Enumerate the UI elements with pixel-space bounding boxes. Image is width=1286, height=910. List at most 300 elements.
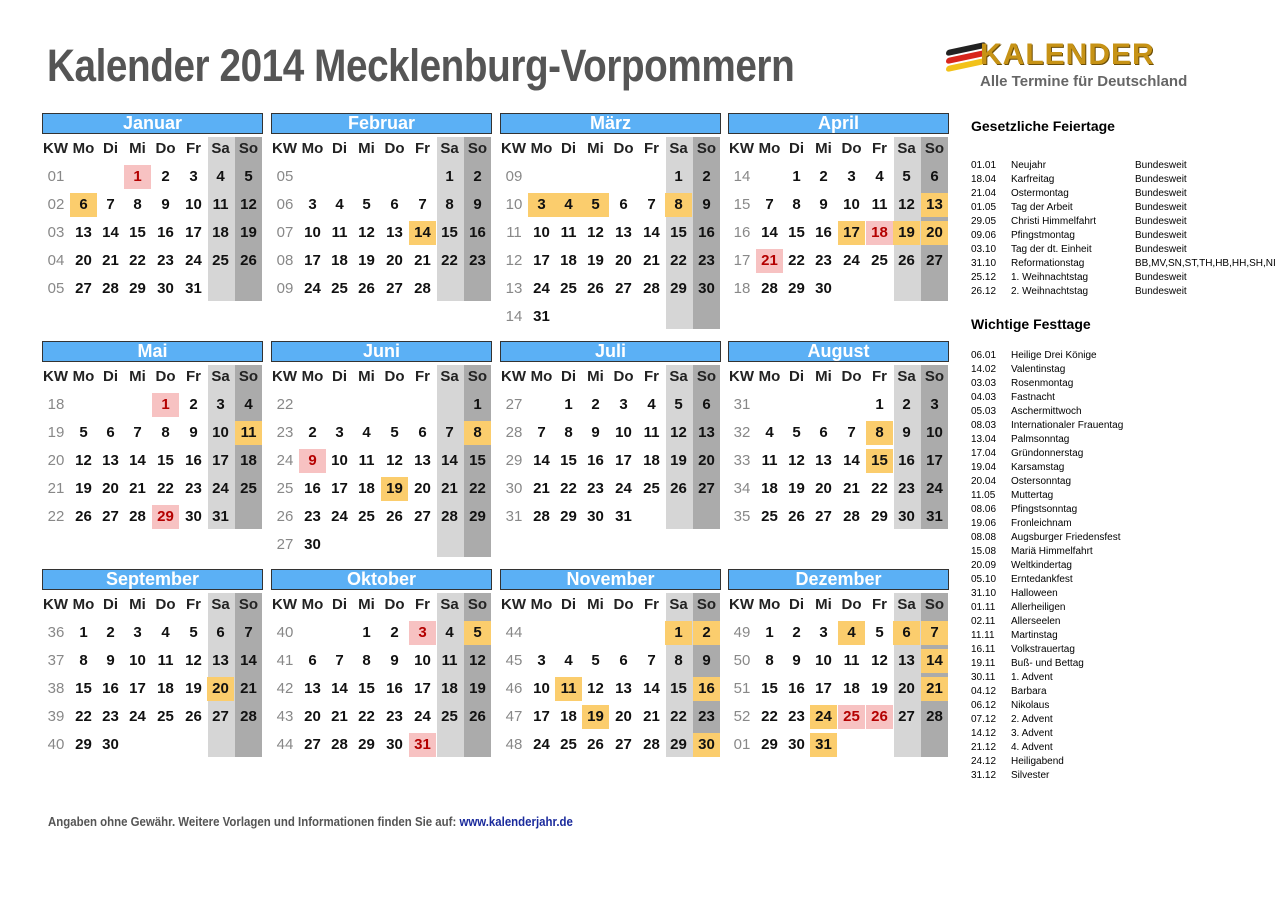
day-cell[interactable]: 14	[129, 452, 146, 469]
day-cell[interactable]: 17	[815, 680, 832, 697]
day-cell[interactable]: 17	[615, 452, 632, 469]
day-cell[interactable]: 8	[445, 196, 454, 213]
day-cell[interactable]: 23	[698, 252, 715, 269]
day-cell[interactable]: 29	[670, 736, 687, 753]
day-cell[interactable]: 30	[587, 508, 604, 525]
day-cell[interactable]: 14	[921, 649, 948, 673]
day-cell[interactable]: 12	[871, 652, 888, 669]
day-cell[interactable]: 18	[761, 480, 778, 497]
day-cell[interactable]: 5	[464, 621, 491, 645]
day-cell[interactable]: 1	[124, 165, 151, 189]
day-cell[interactable]: 20	[898, 680, 915, 697]
day-cell[interactable]: 19	[381, 477, 408, 501]
day-cell[interactable]: 8	[665, 193, 692, 217]
day-cell[interactable]: 29	[129, 280, 146, 297]
day-cell[interactable]: 1	[674, 168, 683, 185]
day-cell[interactable]: 7	[445, 424, 454, 441]
day-cell[interactable]: 28	[643, 280, 660, 297]
day-cell[interactable]: 30	[693, 733, 720, 757]
day-cell[interactable]: 24	[212, 480, 229, 497]
day-cell[interactable]: 14	[441, 452, 458, 469]
day-cell[interactable]: 20	[615, 252, 632, 269]
day-cell[interactable]: 9	[161, 196, 170, 213]
day-cell[interactable]: 24	[414, 708, 431, 725]
day-cell[interactable]: 24	[331, 508, 348, 525]
day-cell[interactable]: 19	[582, 705, 609, 729]
day-cell[interactable]: 7	[133, 424, 142, 441]
day-cell[interactable]: 24	[129, 708, 146, 725]
day-cell[interactable]: 11	[761, 452, 778, 469]
day-cell[interactable]: 22	[157, 480, 174, 497]
day-cell[interactable]: 14	[843, 452, 860, 469]
day-cell[interactable]: 14	[331, 680, 348, 697]
day-cell[interactable]: 28	[129, 508, 146, 525]
day-cell[interactable]: 28	[240, 708, 257, 725]
day-cell[interactable]: 27	[304, 736, 321, 753]
day-cell[interactable]: 29	[871, 508, 888, 525]
day-cell[interactable]: 8	[79, 652, 88, 669]
day-cell[interactable]: 22	[871, 480, 888, 497]
day-cell[interactable]: 20	[304, 708, 321, 725]
day-cell[interactable]: 27	[102, 508, 119, 525]
day-cell[interactable]: 23	[788, 708, 805, 725]
day-cell[interactable]: 2	[591, 396, 600, 413]
day-cell[interactable]: 1	[792, 168, 801, 185]
day-cell[interactable]: 9	[702, 652, 711, 669]
day-cell[interactable]: 9	[189, 424, 198, 441]
day-cell[interactable]: 16	[185, 452, 202, 469]
day-cell[interactable]: 20	[102, 480, 119, 497]
day-cell[interactable]: 26	[469, 708, 486, 725]
day-cell[interactable]: 11	[212, 196, 229, 213]
day-cell[interactable]: 11	[843, 652, 860, 669]
day-cell[interactable]: 19	[670, 452, 687, 469]
day-cell[interactable]: 3	[335, 424, 344, 441]
day-cell[interactable]: 1	[152, 393, 179, 417]
day-cell[interactable]: 23	[157, 252, 174, 269]
day-cell[interactable]: 19	[871, 680, 888, 697]
day-cell[interactable]: 21	[533, 480, 550, 497]
day-cell[interactable]: 26	[185, 708, 202, 725]
day-cell[interactable]: 15	[788, 224, 805, 241]
day-cell[interactable]: 27	[615, 736, 632, 753]
day-cell[interactable]: 29	[560, 508, 577, 525]
day-cell[interactable]: 14	[761, 224, 778, 241]
day-cell[interactable]: 5	[390, 424, 399, 441]
day-cell[interactable]: 10	[533, 680, 550, 697]
day-cell[interactable]: 11	[235, 421, 262, 445]
day-cell[interactable]: 15	[469, 452, 486, 469]
day-cell[interactable]: 22	[670, 252, 687, 269]
day-cell[interactable]: 23	[386, 708, 403, 725]
day-cell[interactable]: 27	[386, 280, 403, 297]
day-cell[interactable]: 10	[304, 224, 321, 241]
day-cell[interactable]: 20	[921, 221, 948, 245]
day-cell[interactable]: 29	[761, 736, 778, 753]
day-cell[interactable]: 29	[75, 736, 92, 753]
day-cell[interactable]: 3	[189, 168, 198, 185]
day-cell[interactable]: 15	[866, 449, 893, 473]
day-cell[interactable]: 9	[390, 652, 399, 669]
day-cell[interactable]: 10	[331, 452, 348, 469]
day-cell[interactable]: 18	[240, 452, 257, 469]
day-cell[interactable]: 28	[761, 280, 778, 297]
day-cell[interactable]: 17	[304, 252, 321, 269]
day-cell[interactable]: 22	[441, 252, 458, 269]
day-cell[interactable]: 9	[106, 652, 115, 669]
day-cell[interactable]: 28	[441, 508, 458, 525]
day-cell[interactable]: 8	[161, 424, 170, 441]
day-cell[interactable]: 3	[216, 396, 225, 413]
day-cell[interactable]: 21	[414, 252, 431, 269]
day-cell[interactable]: 22	[358, 708, 375, 725]
day-cell[interactable]: 10	[815, 652, 832, 669]
day-cell[interactable]: 5	[591, 652, 600, 669]
day-cell[interactable]: 17	[838, 221, 865, 245]
day-cell[interactable]: 15	[560, 452, 577, 469]
day-cell[interactable]: 30	[898, 508, 915, 525]
day-cell[interactable]: 3	[537, 652, 546, 669]
day-cell[interactable]: 12	[75, 452, 92, 469]
day-cell[interactable]: 18	[643, 452, 660, 469]
day-cell[interactable]: 16	[386, 680, 403, 697]
day-cell[interactable]: 6	[390, 196, 399, 213]
day-cell[interactable]: 30	[815, 280, 832, 297]
day-cell[interactable]: 24	[615, 480, 632, 497]
day-cell[interactable]: 2	[308, 424, 317, 441]
day-cell[interactable]: 20	[75, 252, 92, 269]
day-cell[interactable]: 20	[386, 252, 403, 269]
day-cell[interactable]: 25	[838, 705, 865, 729]
day-cell[interactable]: 19	[240, 224, 257, 241]
day-cell[interactable]: 18	[843, 680, 860, 697]
day-cell[interactable]: 24	[185, 252, 202, 269]
day-cell[interactable]: 8	[792, 196, 801, 213]
day-cell[interactable]: 18	[560, 252, 577, 269]
day-cell[interactable]: 5	[875, 624, 884, 641]
day-cell[interactable]: 11	[560, 224, 577, 241]
day-cell[interactable]: 8	[362, 652, 371, 669]
day-cell[interactable]: 27	[698, 480, 715, 497]
day-cell[interactable]: 26	[866, 705, 893, 729]
day-cell[interactable]: 5	[244, 168, 253, 185]
day-cell[interactable]: 25	[643, 480, 660, 497]
day-cell[interactable]: 14	[533, 452, 550, 469]
day-cell[interactable]: 21	[643, 708, 660, 725]
day-cell[interactable]: 11	[555, 677, 582, 701]
day-cell[interactable]: 28	[643, 736, 660, 753]
day-cell[interactable]: 25	[157, 708, 174, 725]
day-cell[interactable]: 25	[331, 280, 348, 297]
day-cell[interactable]: 23	[304, 508, 321, 525]
day-cell[interactable]: 22	[670, 708, 687, 725]
day-cell[interactable]: 11	[871, 196, 888, 213]
day-cell[interactable]: 24	[926, 480, 943, 497]
day-cell[interactable]: 20	[207, 677, 234, 701]
day-cell[interactable]: 28	[414, 280, 431, 297]
day-cell[interactable]: 9	[792, 652, 801, 669]
day-cell[interactable]: 6	[418, 424, 427, 441]
day-cell[interactable]: 19	[788, 480, 805, 497]
day-cell[interactable]: 20	[815, 480, 832, 497]
day-cell[interactable]: 11	[441, 652, 458, 669]
day-cell[interactable]: 31	[185, 280, 202, 297]
day-cell[interactable]: 13	[304, 680, 321, 697]
day-cell[interactable]: 14	[643, 680, 660, 697]
day-cell[interactable]: 30	[386, 736, 403, 753]
day-cell[interactable]: 9	[591, 424, 600, 441]
day-cell[interactable]: 8	[866, 421, 893, 445]
day-cell[interactable]: 14	[240, 652, 257, 669]
day-cell[interactable]: 13	[921, 193, 948, 217]
day-cell[interactable]: 12	[185, 652, 202, 669]
day-cell[interactable]: 4	[555, 193, 582, 217]
day-cell[interactable]: 25	[212, 252, 229, 269]
day-cell[interactable]: 2	[161, 168, 170, 185]
day-cell[interactable]: 3	[409, 621, 436, 645]
day-cell[interactable]: 27	[615, 280, 632, 297]
day-cell[interactable]: 7	[847, 424, 856, 441]
day-cell[interactable]: 13	[102, 452, 119, 469]
day-cell[interactable]: 19	[75, 480, 92, 497]
day-cell[interactable]: 9	[473, 196, 482, 213]
day-cell[interactable]: 25	[560, 280, 577, 297]
day-cell[interactable]: 2	[106, 624, 115, 641]
day-cell[interactable]: 10	[185, 196, 202, 213]
day-cell[interactable]: 8	[765, 652, 774, 669]
day-cell[interactable]: 7	[244, 624, 253, 641]
day-cell[interactable]: 16	[698, 224, 715, 241]
day-cell[interactable]: 6	[819, 424, 828, 441]
day-cell[interactable]: 28	[102, 280, 119, 297]
day-cell[interactable]: 29	[670, 280, 687, 297]
day-cell[interactable]: 27	[926, 252, 943, 269]
day-cell[interactable]: 12	[898, 196, 915, 213]
day-cell[interactable]: 5	[902, 168, 911, 185]
day-cell[interactable]: 16	[304, 480, 321, 497]
day-cell[interactable]: 3	[133, 624, 142, 641]
day-cell[interactable]: 12	[670, 424, 687, 441]
day-cell[interactable]: 13	[815, 452, 832, 469]
day-cell[interactable]: 21	[331, 708, 348, 725]
day-cell[interactable]: 26	[898, 252, 915, 269]
day-cell[interactable]: 29	[152, 505, 179, 529]
day-cell[interactable]: 27	[414, 508, 431, 525]
day-cell[interactable]: 2	[693, 621, 720, 645]
day-cell[interactable]: 2	[819, 168, 828, 185]
day-cell[interactable]: 20	[414, 480, 431, 497]
day-cell[interactable]: 6	[308, 652, 317, 669]
day-cell[interactable]: 10	[926, 424, 943, 441]
day-cell[interactable]: 25	[871, 252, 888, 269]
day-cell[interactable]: 7	[647, 196, 656, 213]
day-cell[interactable]: 16	[469, 224, 486, 241]
day-cell[interactable]: 1	[79, 624, 88, 641]
day-cell[interactable]: 23	[698, 708, 715, 725]
day-cell[interactable]: 22	[788, 252, 805, 269]
day-cell[interactable]: 28	[843, 508, 860, 525]
day-cell[interactable]: 17	[185, 224, 202, 241]
day-cell[interactable]: 15	[441, 224, 458, 241]
day-cell[interactable]: 24	[304, 280, 321, 297]
day-cell[interactable]: 5	[792, 424, 801, 441]
day-cell[interactable]: 11	[643, 424, 660, 441]
day-cell[interactable]: 13	[212, 652, 229, 669]
day-cell[interactable]: 5	[674, 396, 683, 413]
day-cell[interactable]: 26	[788, 508, 805, 525]
day-cell[interactable]: 31	[533, 308, 550, 325]
day-cell[interactable]: 6	[930, 168, 939, 185]
day-cell[interactable]: 26	[670, 480, 687, 497]
day-cell[interactable]: 9	[702, 196, 711, 213]
day-cell[interactable]: 6	[106, 424, 115, 441]
day-cell[interactable]: 10	[843, 196, 860, 213]
day-cell[interactable]: 26	[386, 508, 403, 525]
day-cell[interactable]: 30	[157, 280, 174, 297]
day-cell[interactable]: 17	[926, 452, 943, 469]
day-cell[interactable]: 28	[533, 508, 550, 525]
day-cell[interactable]: 25	[560, 736, 577, 753]
day-cell[interactable]: 18	[441, 680, 458, 697]
day-cell[interactable]: 4	[765, 424, 774, 441]
day-cell[interactable]: 29	[788, 280, 805, 297]
day-cell[interactable]: 23	[898, 480, 915, 497]
day-cell[interactable]: 14	[643, 224, 660, 241]
day-cell[interactable]: 13	[75, 224, 92, 241]
day-cell[interactable]: 13	[414, 452, 431, 469]
day-cell[interactable]: 1	[564, 396, 573, 413]
day-cell[interactable]: 12	[587, 224, 604, 241]
day-cell[interactable]: 2	[390, 624, 399, 641]
day-cell[interactable]: 16	[815, 224, 832, 241]
day-cell[interactable]: 26	[587, 736, 604, 753]
day-cell[interactable]: 23	[102, 708, 119, 725]
day-cell[interactable]: 16	[157, 224, 174, 241]
day-cell[interactable]: 23	[185, 480, 202, 497]
day-cell[interactable]: 22	[560, 480, 577, 497]
day-cell[interactable]: 21	[102, 252, 119, 269]
day-cell[interactable]: 26	[587, 280, 604, 297]
day-cell[interactable]: 16	[587, 452, 604, 469]
day-cell[interactable]: 4	[564, 652, 573, 669]
day-cell[interactable]: 30	[788, 736, 805, 753]
day-cell[interactable]: 21	[441, 480, 458, 497]
day-cell[interactable]: 9	[902, 424, 911, 441]
day-cell[interactable]: 24	[843, 252, 860, 269]
day-cell[interactable]: 15	[670, 224, 687, 241]
day-cell[interactable]: 11	[331, 224, 348, 241]
day-cell[interactable]: 31	[926, 508, 943, 525]
day-cell[interactable]: 19	[587, 252, 604, 269]
day-cell[interactable]: 8	[133, 196, 142, 213]
day-cell[interactable]: 8	[464, 421, 491, 445]
day-cell[interactable]: 6	[216, 624, 225, 641]
day-cell[interactable]: 7	[647, 652, 656, 669]
day-cell[interactable]: 17	[129, 680, 146, 697]
day-cell[interactable]: 27	[815, 508, 832, 525]
day-cell[interactable]: 23	[469, 252, 486, 269]
day-cell[interactable]: 21	[240, 680, 257, 697]
day-cell[interactable]: 6	[619, 196, 628, 213]
logo[interactable]	[946, 40, 1206, 100]
day-cell[interactable]: 26	[358, 280, 375, 297]
day-cell[interactable]: 4	[362, 424, 371, 441]
day-cell[interactable]: 10	[212, 424, 229, 441]
day-cell[interactable]: 4	[647, 396, 656, 413]
day-cell[interactable]: 30	[102, 736, 119, 753]
day-cell[interactable]: 28	[926, 708, 943, 725]
day-cell[interactable]: 27	[75, 280, 92, 297]
day-cell[interactable]: 8	[674, 652, 683, 669]
day-cell[interactable]: 17	[533, 708, 550, 725]
day-cell[interactable]: 15	[157, 452, 174, 469]
day-cell[interactable]: 25	[761, 508, 778, 525]
day-cell[interactable]: 3	[308, 196, 317, 213]
day-cell[interactable]: 15	[761, 680, 778, 697]
day-cell[interactable]: 27	[212, 708, 229, 725]
day-cell[interactable]: 16	[102, 680, 119, 697]
day-cell[interactable]: 21	[756, 249, 783, 273]
day-cell[interactable]: 1	[875, 396, 884, 413]
day-cell[interactable]: 26	[240, 252, 257, 269]
day-cell[interactable]: 12	[587, 680, 604, 697]
day-cell[interactable]: 19	[358, 252, 375, 269]
day-cell[interactable]: 4	[161, 624, 170, 641]
day-cell[interactable]: 25	[240, 480, 257, 497]
day-cell[interactable]: 3	[819, 624, 828, 641]
day-cell[interactable]: 2	[792, 624, 801, 641]
day-cell[interactable]: 13	[898, 652, 915, 669]
day-cell[interactable]: 20	[615, 708, 632, 725]
day-cell[interactable]: 17	[331, 480, 348, 497]
day-cell[interactable]: 15	[129, 224, 146, 241]
day-cell[interactable]: 13	[386, 224, 403, 241]
day-cell[interactable]: 4	[244, 396, 253, 413]
day-cell[interactable]: 25	[441, 708, 458, 725]
day-cell[interactable]: 23	[587, 480, 604, 497]
day-cell[interactable]: 22	[469, 480, 486, 497]
day-cell[interactable]: 18	[157, 680, 174, 697]
day-cell[interactable]: 3	[619, 396, 628, 413]
day-cell[interactable]: 16	[788, 680, 805, 697]
day-cell[interactable]: 13	[615, 224, 632, 241]
day-cell[interactable]: 31	[615, 508, 632, 525]
day-cell[interactable]: 7	[418, 196, 427, 213]
day-cell[interactable]: 29	[469, 508, 486, 525]
day-cell[interactable]: 10	[533, 224, 550, 241]
day-cell[interactable]: 1	[473, 396, 482, 413]
day-cell[interactable]: 4	[445, 624, 454, 641]
day-cell[interactable]: 5	[362, 196, 371, 213]
day-cell[interactable]: 10	[615, 424, 632, 441]
day-cell[interactable]: 4	[216, 168, 225, 185]
day-cell[interactable]: 18	[560, 708, 577, 725]
day-cell[interactable]: 6	[702, 396, 711, 413]
day-cell[interactable]: 29	[358, 736, 375, 753]
day-cell[interactable]: 5	[189, 624, 198, 641]
day-cell[interactable]: 1	[362, 624, 371, 641]
day-cell[interactable]: 27	[898, 708, 915, 725]
day-cell[interactable]: 13	[698, 424, 715, 441]
day-cell[interactable]: 21	[921, 677, 948, 701]
day-cell[interactable]: 7	[921, 621, 948, 645]
day-cell[interactable]: 19	[893, 221, 920, 245]
day-cell[interactable]: 1	[665, 621, 692, 645]
day-cell[interactable]: 15	[75, 680, 92, 697]
day-cell[interactable]: 24	[533, 280, 550, 297]
day-cell[interactable]: 2	[189, 396, 198, 413]
day-cell[interactable]: 4	[875, 168, 884, 185]
